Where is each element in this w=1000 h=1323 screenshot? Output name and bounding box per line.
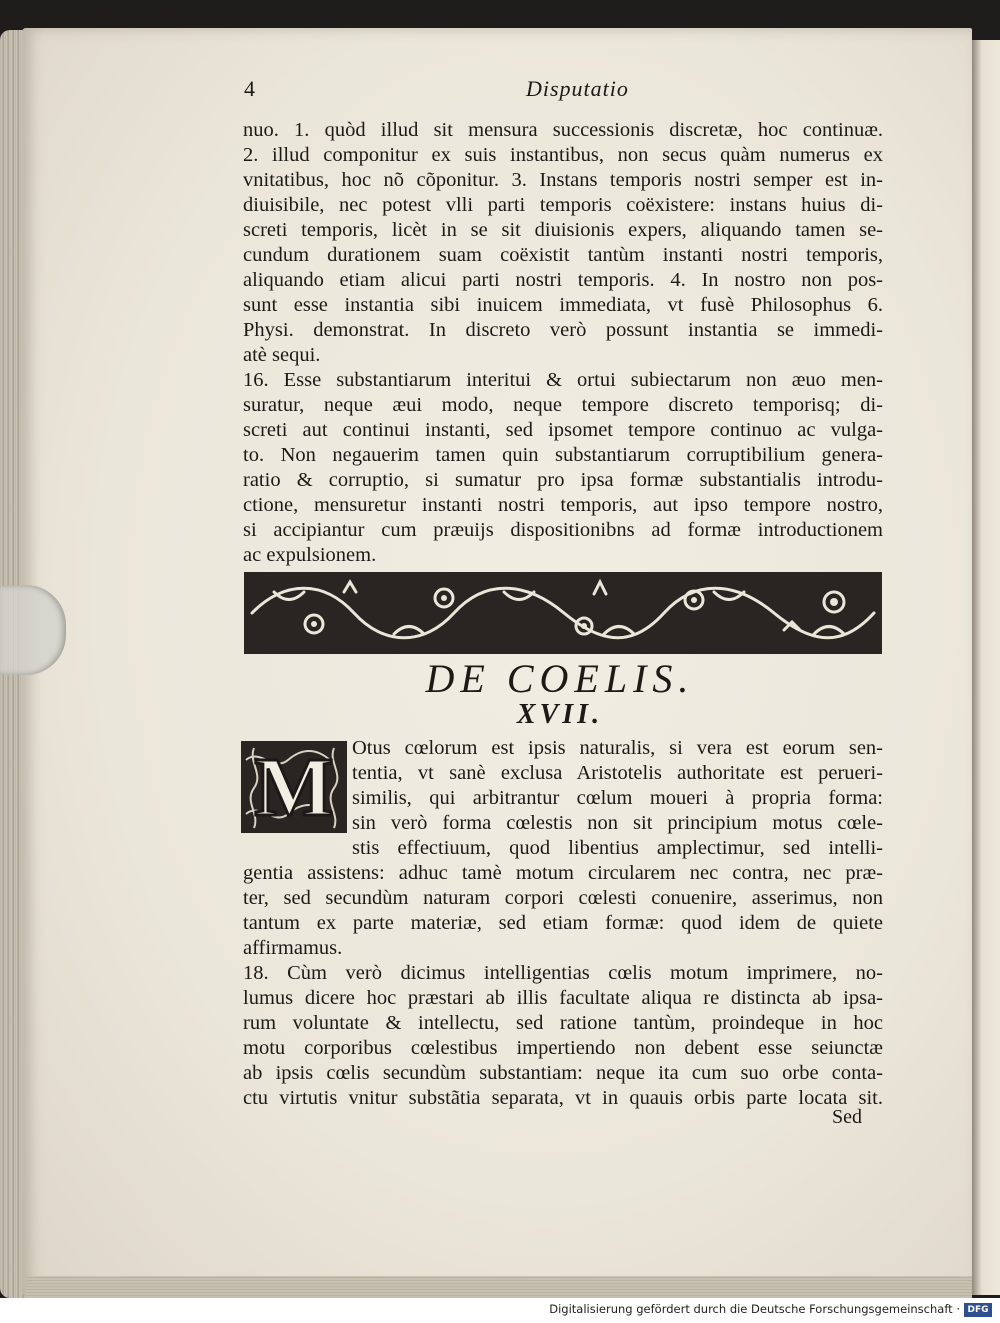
text-line: gentia assistens: adhuc tamè motum circularem nec contra, nec præ- <box>243 862 883 884</box>
text-line: screti temporis, licèt in se sit diuisionis expers, aliquando tamen se- <box>243 219 883 241</box>
woodcut-ornament-band <box>244 572 882 654</box>
text-line: stis effectiuum, quod libentius amplectimur, sed intelli- <box>352 837 883 859</box>
digitization-footer <box>0 1298 1000 1323</box>
text-line: ac expulsionem. <box>243 544 377 566</box>
text-line: to. Non negauerim tamen quin substantiarum corruptibilium genera- <box>243 444 883 466</box>
running-head: Disputatio <box>526 76 629 101</box>
text-line: cundum durationem suam coëxistit tantùm instanti nostri temporis, <box>243 244 883 266</box>
text-line: sin verò forma cœlestis non sit principium motus cœle- <box>352 812 883 834</box>
text-line: tentia, vt sanè exclusa Aristotelis authoritate est perueri- <box>352 762 883 784</box>
text-line: ter, sed secundùm naturam corpori cœlesti conuenire, asserimus, non <box>243 887 883 909</box>
catchword: Sed <box>832 1106 862 1128</box>
text-line: similis, qui arbitrantur cœlum moueri à propria forma: <box>352 787 883 809</box>
text-line: diuisibile, nec potest vlli parti temporis coëxistere: instans huius di- <box>243 194 883 216</box>
text-line: tantum ex parte materiæ, sed etiam formæ: quod idem de quiete <box>243 912 883 934</box>
text-line: Otus cœlorum est ipsis naturalis, si vera est eorum sen- <box>352 737 883 759</box>
text-line: si accipiantur cum præuijs dispositionibns ad formæ introductionem <box>243 519 883 541</box>
text-line: affirmamus. <box>243 937 343 959</box>
text-line: vnitatibus, hoc nõ cõponitur. 3. Instans temporis nostri semper est in- <box>243 169 883 191</box>
text-line: 2. illud componitur ex suis instantibus, non secus quàm numerus ex <box>243 144 883 166</box>
text-line: sunt esse instantia sibi inuicem immediata, vt fusè Philosophus 6. <box>243 294 883 316</box>
text-line: aliquando etiam alicui parti nostri temporis. 4. In nostro non pos- <box>243 269 883 291</box>
text-line: ctu virtutis vnitur substãtia separata, vt in quauis orbis parte locata sit. <box>243 1087 883 1109</box>
text-line: ab ipsis cœlis secundùm substantiam: neque ita cum suo orbe conta- <box>243 1062 883 1084</box>
page-number: 4 <box>244 76 255 101</box>
initial-letter: M <box>254 740 334 834</box>
text-line: motu corporibus cœlestibus impertiendo non debent esse seiunctæ <box>243 1037 883 1059</box>
text-line: lumus dicere hoc præstari ab illis facultate aliqua re distincta ab ipsa- <box>243 987 883 1009</box>
section-number: XVII. <box>516 699 604 730</box>
text-line: screti aut continui instanti, sed ipsomet tempore continuo ac vulga- <box>243 419 883 441</box>
text-line: ratio & corruptio, si sumatur pro ipsa formæ substantialis introdu- <box>243 469 883 491</box>
text-line: rum voluntate & intellectu, sed ratione tantùm, proindeque in hoc <box>243 1012 883 1034</box>
footer-credit: Digitalisierung gefördert durch die Deutsche Forschungsgemeinschaft · <box>549 1302 960 1316</box>
section-title: DE COELIS. <box>425 656 695 701</box>
text-line: Physi. demonstrat. In discreto verò possunt instantia se immedi- <box>243 319 883 341</box>
decorated-initial <box>240 740 348 834</box>
text-line: suratur, neque æui modo, neque tempore discreto temporisq; di- <box>243 394 883 416</box>
text-line: ctione, mensuretur instanti nostri temporis, aut ipso tempore nostro, <box>243 494 883 516</box>
text-line: atè sequi. <box>243 344 321 366</box>
text-line: 16. Esse substantiarum interitui & ortui subiectarum non æuo men- <box>243 369 883 391</box>
dfg-logo[interactable]: DFG <box>964 1303 992 1317</box>
text-line: nuo. 1. quòd illud sit mensura successionis discretæ, hoc continuæ. <box>243 119 883 141</box>
text-line: 18. Cùm verò dicimus intelligentias cœlis motum imprimere, no- <box>243 962 883 984</box>
